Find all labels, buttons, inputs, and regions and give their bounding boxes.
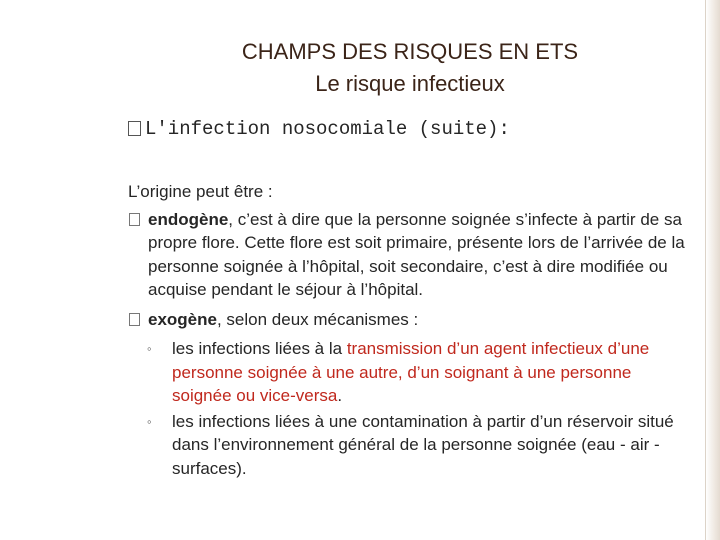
slide-title [150,36,670,100]
frame-border [706,0,720,540]
term-endogene: endogène [148,209,229,229]
subheading [128,118,510,140]
term-exogene: exogène [148,309,217,329]
bullet-endogene [128,208,688,302]
origin-label: L’origine peut être : [128,182,273,201]
subbullet-transmission-prefix: les infections liées à la [172,339,347,358]
subbullet-contamination [128,410,688,481]
subbullet-contamination-text: les infections liées à une contamination à partir d’un réservoir situé dans l’environnement général de la personne soignée (eau - air - surfaces). [172,411,674,478]
subbullet-transmission-highlight: transmission d’un agent infectieux d’une personne soignée à une autre, d’un soignant à une personne soignée ou vice-versa [172,339,650,405]
ring-bullet-icon: ◦ [147,413,152,429]
ring-bullet-icon: ◦ [147,341,152,356]
bullet-exogene [128,308,688,332]
title-line-1: CHAMPS DES RISQUES EN ETS [241,39,579,64]
box-bullet-icon [129,313,140,326]
subbullet-transmission-suffix: . [337,386,343,405]
title-line-2: Le risque infectieux [315,71,505,96]
bullet-endogene-text: , c’est à dire que la personne soignée s’infecte à partir de sa propre flore. Cette flore est soit primaire, présente lors de l’arrivée de la personne soignée à l’hôpital, soit secondaire, c’est à dire modifiée ou acquise pendant le séjour à l’hôpital. [148,209,685,299]
bullet-exogene-text: , selon deux mécanismes : [216,309,419,329]
subheading-text: L'infection nosocomiale (suite): [145,118,510,140]
slide-body [128,180,688,482]
subbullet-transmission [128,337,688,408]
box-bullet-icon [128,121,141,136]
box-bullet-icon [129,213,140,226]
